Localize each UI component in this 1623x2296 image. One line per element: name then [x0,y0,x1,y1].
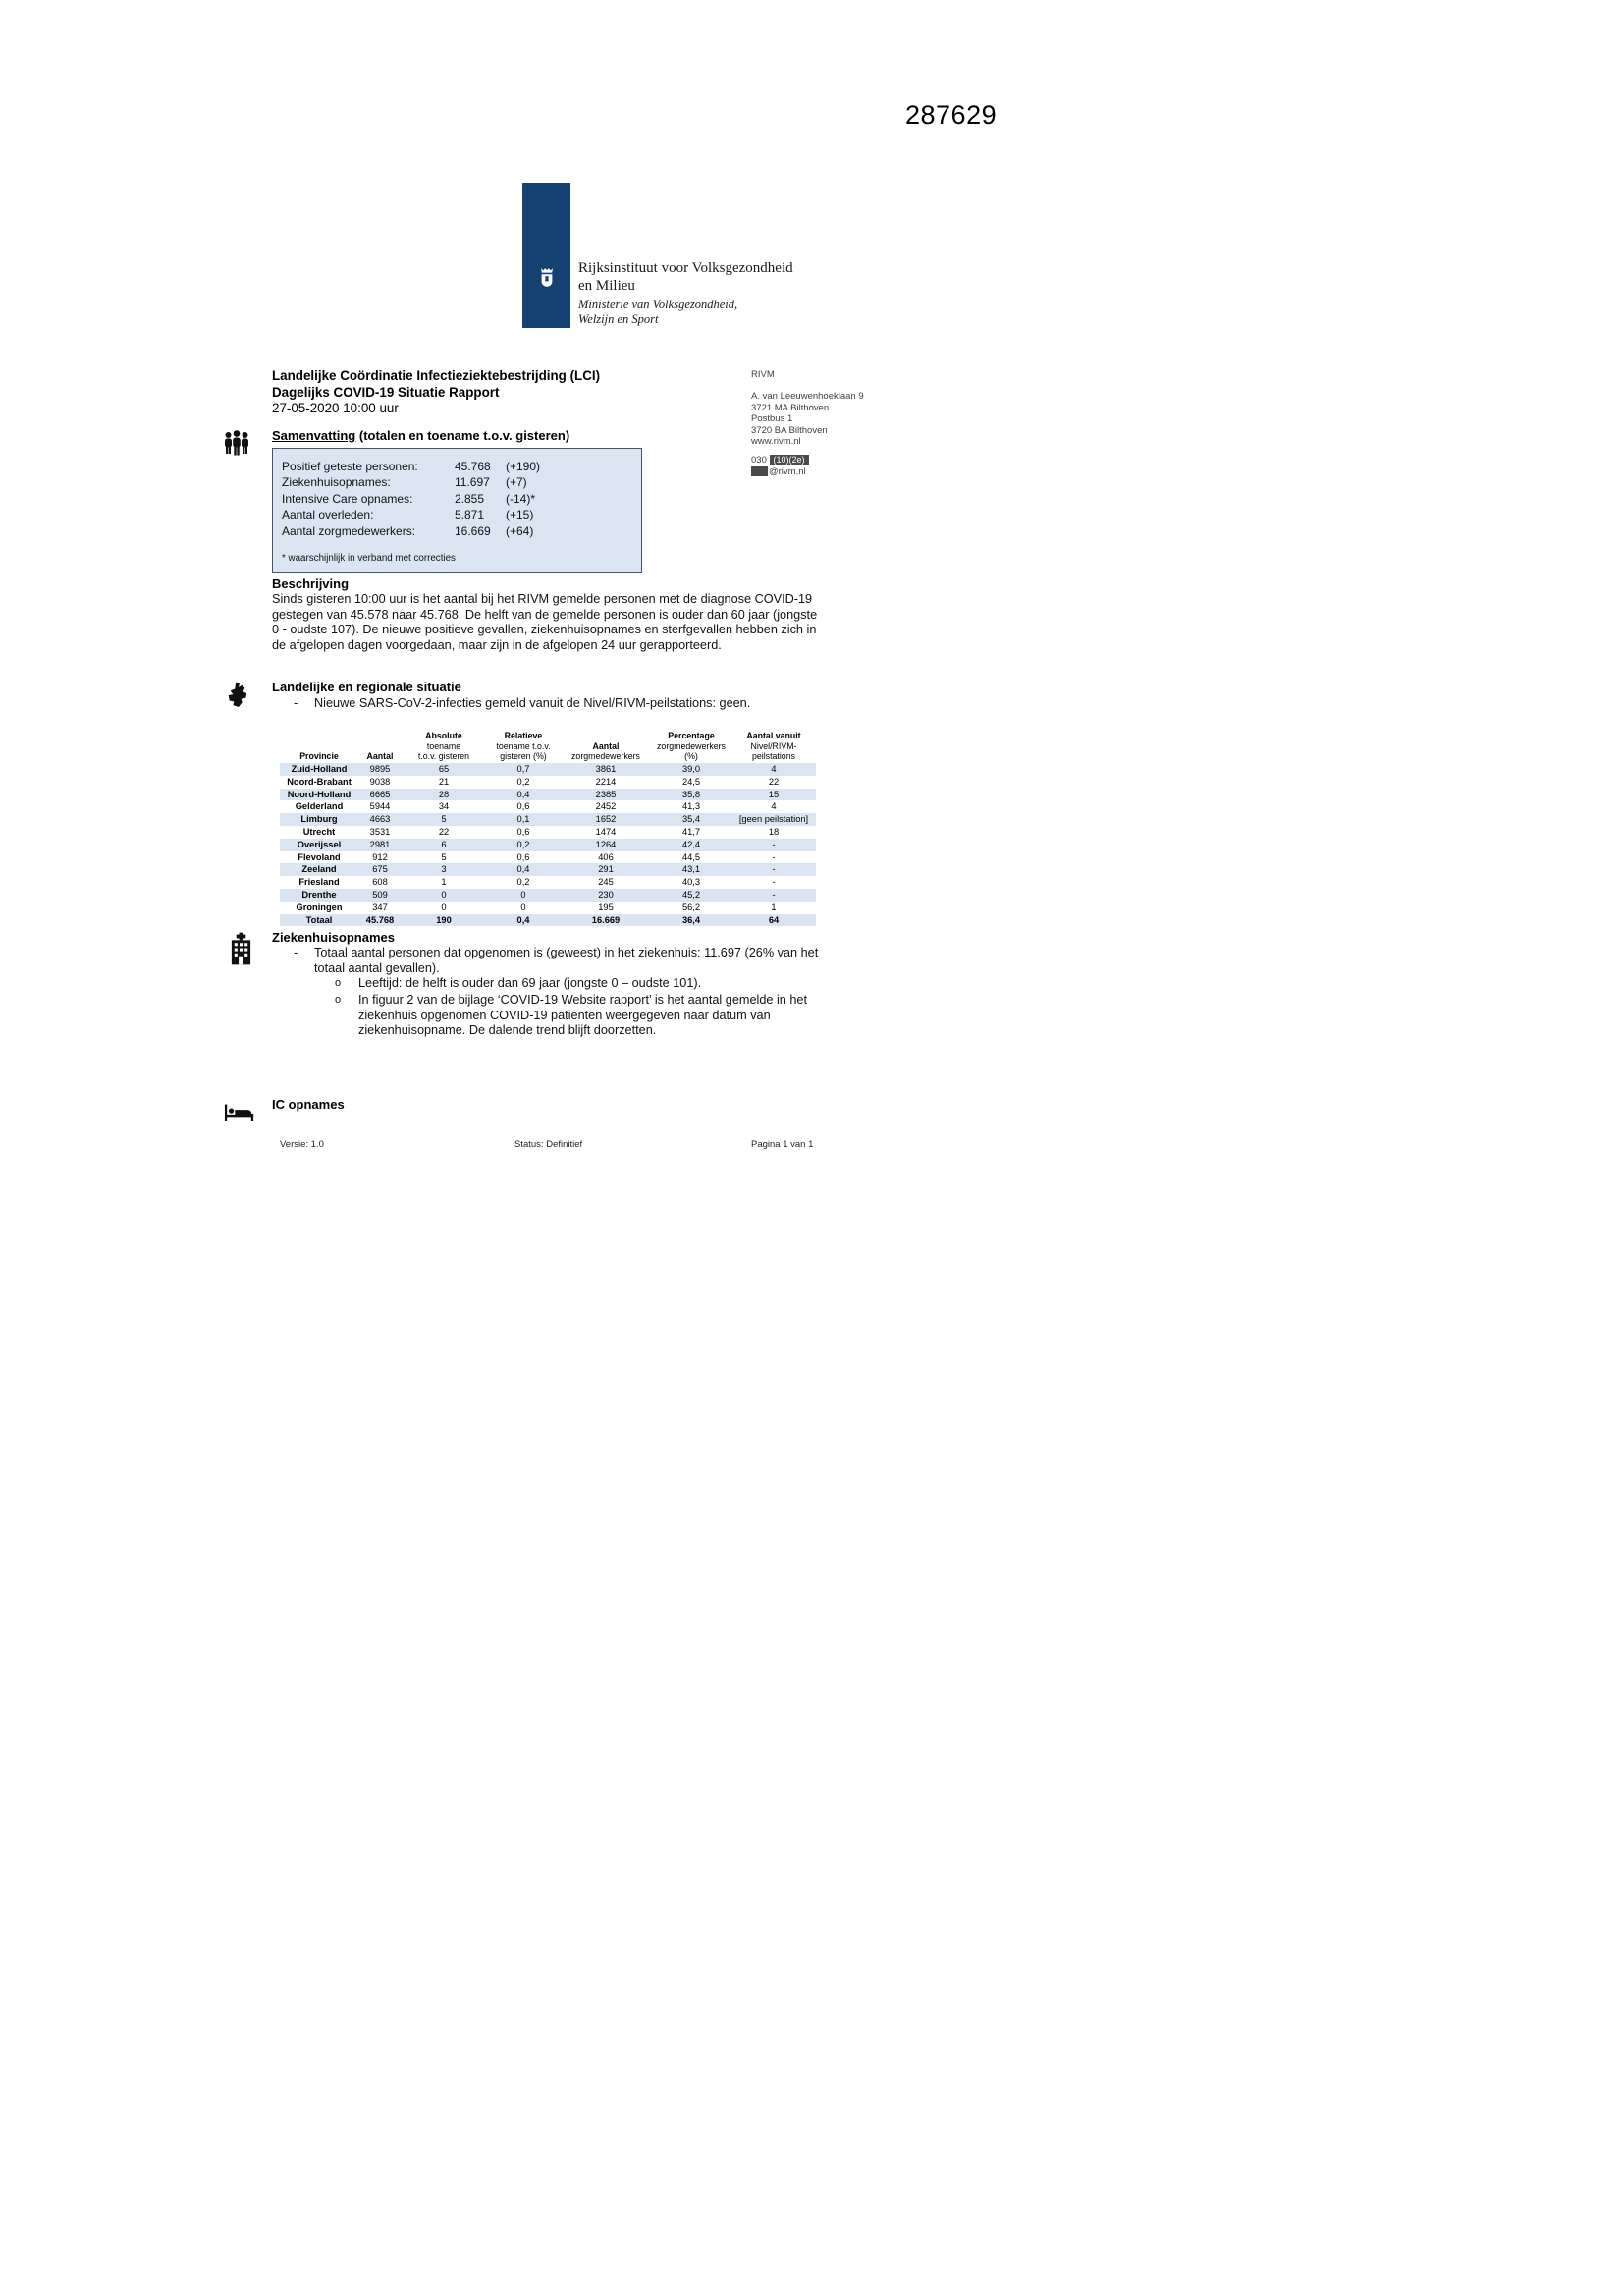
value-cell: 43,1 [681,864,701,875]
summary-value: 11.697 [455,475,490,490]
total-cell: 0,4 [516,914,530,925]
contact-email-line [751,466,864,477]
summary-label: Aantal zorgmedewerkers: [282,523,416,538]
summary-value: 2.855 [455,491,485,506]
value-cell: [geen peilstation] [738,814,809,825]
value-cell: 1 [441,877,447,888]
table-row [280,763,816,776]
table-row [280,813,816,826]
value-cell: 195 [598,902,614,912]
value-cell: 406 [598,851,614,862]
province-table [280,724,816,926]
value-cell: 0,4 [516,789,530,799]
regionaal-bullet [294,696,819,712]
value-cell: 65 [438,764,450,774]
value-cell: 1264 [595,839,617,849]
phone-prefix: 030 [751,455,767,466]
value-cell: 4 [771,764,777,774]
contact-address-lines [751,391,864,447]
summary-row [282,491,632,507]
table-row [280,826,816,839]
value-cell: 0,2 [516,877,530,888]
rivm-org-line1: Rijksinstituut voor Volksgezondheid [578,260,793,276]
netherlands-map-icon [226,681,249,715]
value-cell: 4663 [369,814,391,825]
value-cell: 3531 [369,826,391,837]
summary-value: 45.768 [455,460,491,473]
ziekenhuis-sub-bullet-text: Leeftijd: de helft is ouder dan 69 jaar (jongste 0 – oudste 101). [358,976,702,990]
value-cell: 56,2 [681,902,701,912]
summary-value: 16.669 [455,523,491,538]
beschrijving-heading: Beschrijving [272,576,350,591]
contact-address-line: A. van Leeuwenhoeklaan 9 [751,391,864,403]
contact-address-line: www.rivm.nl [751,436,801,448]
contact-org: RIVM [751,369,775,380]
value-cell: 22 [768,776,780,787]
value-cell: 0,2 [516,776,530,787]
dash-marker: - [294,696,298,710]
summary-label: Intensive Care opnames: [282,491,413,506]
value-cell: - [772,864,776,875]
report-title-line1: Landelijke Coördinatie Infectieziektebestrijding (LCI) [272,368,601,383]
summary-label: Positief geteste personen: [282,460,418,473]
circle-marker: o [335,994,342,1006]
value-cell: 41,7 [681,826,701,837]
value-cell: - [772,839,776,849]
people-group-icon [222,429,251,462]
value-cell: - [772,877,776,888]
table-row [280,902,816,914]
contact-address-line: 3721 MA Bilthoven [751,402,830,413]
rivm-ministry-line1: Ministerie van Volksgezondheid, [578,298,738,311]
samenvatting-heading-suffix: (totalen en toename t.o.v. gisteren) [355,428,570,443]
province-cell: Flevoland [298,851,341,862]
regionaal-heading: Landelijke en regionale situatie [272,680,461,694]
report-title-block [272,368,600,417]
table-column-header: Aantal zorgmedewerkers [571,740,640,761]
value-cell: 35,4 [681,814,701,825]
value-cell: 1474 [595,826,617,837]
table-total-row [280,914,816,927]
table-column-header: Percentage zorgmedewerkers (%) [657,731,726,761]
value-cell: 39,0 [681,764,701,774]
summary-label: Aantal overleden: [282,508,374,522]
value-cell: 4 [771,801,777,812]
value-cell: 608 [372,877,388,888]
summary-row [282,459,632,474]
ziekenhuis-heading: Ziekenhuisopnames [272,930,395,945]
regionaal-bullet-text: Nieuwe SARS-CoV-2-infecties gemeld vanuit de Nivel/RIVM-peilstations: geen. [314,696,751,710]
beschrijving-text: Sinds gisteren 10:00 uur is het aantal bij het RIVM gemelde personen met de diagnose COVID-19 gestegen van 45.578 naar 45.768. De helft van de gemelde personen is ouder dan 60 jaar (jongste 0 - oudste 107). De nieuwe positieve gevallen, ziekenhuisopnames en sterfgevallen hebben zich in de afgelopen dagen voorgedaan, maar zijn in de afgelopen 24 uur gerapporteerd. [272,592,818,652]
table-row [280,776,816,789]
value-cell: 35,8 [681,789,701,799]
value-cell: 40,3 [681,877,701,888]
footer-version: Versie: 1.0 [280,1139,324,1150]
rivm-logo-text [578,260,793,327]
summary-row [282,507,632,522]
rivm-org-line2: en Milieu [578,277,635,294]
value-cell: 5944 [369,801,391,812]
email-redaction [751,466,768,476]
circle-marker: o [335,977,342,989]
value-cell: 15 [768,789,780,799]
value-cell: 3 [441,864,447,875]
samenvatting-heading [272,428,569,443]
value-cell: - [772,889,776,900]
province-table-body [280,763,816,926]
summary-row [282,474,632,490]
hospital-icon [229,932,253,970]
summary-delta: (+190) [506,460,541,473]
rivm-logo-ribbon [522,183,570,328]
table-row [280,851,816,864]
total-cell: 64 [768,914,780,925]
rivm-ministry-line2: Welzijn en Sport [578,312,659,326]
value-cell: 22 [438,826,450,837]
total-cell: 36,4 [681,914,701,925]
value-cell: 509 [372,889,388,900]
value-cell: 41,3 [681,801,701,812]
province-cell: Friesland [298,877,340,888]
value-cell: 2214 [595,776,617,787]
contact-address-line: Postbus 1 [751,413,793,425]
total-cell: 45.768 [365,914,395,925]
value-cell: 6 [441,839,447,849]
value-cell: 9895 [369,764,391,774]
value-cell: 245 [598,877,614,888]
province-cell: Overijssel [297,839,342,849]
table-row [280,839,816,851]
total-cell: Totaal [305,914,333,925]
table-column-header: Provincie [299,750,339,761]
summary-box [272,448,642,573]
dash-marker: - [294,946,298,959]
hospital-bed-icon [224,1102,255,1128]
value-cell: 2385 [595,789,617,799]
value-cell: 291 [598,864,614,875]
value-cell: 5 [441,814,447,825]
value-cell: 2981 [369,839,391,849]
value-cell: 9038 [369,776,391,787]
province-cell: Drenthe [301,889,337,900]
value-cell: 3861 [595,764,617,774]
value-cell: 0,7 [516,764,530,774]
rivm-crest-icon [538,267,556,295]
value-cell: 0,6 [516,826,530,837]
summary-delta: (+7) [506,475,527,490]
value-cell: 0,2 [516,839,530,849]
province-cell: Limburg [300,814,338,825]
province-cell: Zeeland [301,864,337,875]
table-row [280,889,816,902]
value-cell: 0 [441,902,447,912]
table-column-header: Aantal [366,750,394,761]
value-cell: 675 [372,864,388,875]
summary-delta: (-14)* [506,491,536,506]
province-cell: Noord-Holland [287,789,352,799]
province-cell: Utrecht [302,826,336,837]
email-suffix: @rivm.nl [769,465,806,477]
total-cell: 16.669 [591,914,621,925]
ziekenhuis-bullet-text: Totaal aantal personen dat opgenomen is (geweest) in het ziekenhuis: 11.697 (26% van het totaal aantal gevallen). [314,946,819,975]
summary-label: Ziekenhuisopnames: [282,475,391,490]
summary-rows [282,459,632,539]
samenvatting-heading-word: Samenvatting [272,428,356,443]
value-cell: 1 [771,902,777,912]
summary-delta: (+15) [506,508,534,522]
province-cell: Zuid-Holland [291,764,348,774]
value-cell: 2452 [595,801,617,812]
summary-value: 5.871 [455,508,485,522]
footer-page: Pagina 1 van 1 [751,1139,814,1150]
value-cell: 1652 [595,814,617,825]
total-cell: 190 [436,914,452,925]
province-cell: Groningen [296,902,343,912]
table-row [280,789,816,801]
value-cell: 24,5 [681,776,701,787]
phone-redaction: (10)(2e) [770,455,809,465]
report-date: 27-05-2020 10:00 uur [272,401,399,415]
table-column-header: Aantal vanuit Nivel/RIVM- peilstations [746,731,801,761]
report-title-line2: Dagelijks COVID-19 Situatie Rapport [272,384,500,400]
value-cell: 28 [438,789,450,799]
province-table-head-row [280,724,816,763]
table-row [280,863,816,876]
value-cell: 230 [598,889,614,900]
value-cell: 0,6 [516,851,530,862]
table-row [280,800,816,813]
table-column-header: Relatieve toename t.o.v. gisteren (%) [496,731,551,761]
value-cell: 347 [372,902,388,912]
table-row [280,876,816,889]
value-cell: 21 [438,776,450,787]
ziekenhuis-bullet [294,946,819,976]
value-cell: 34 [438,801,450,812]
contact-block [751,369,864,477]
summary-delta: (+64) [506,523,534,538]
summary-footnote: * waarschijnlijk in verband met correcties [282,553,456,565]
value-cell: 18 [768,826,780,837]
value-cell: 44,5 [681,851,701,862]
value-cell: 0,1 [516,814,530,825]
table-column-header: Absolute toename t.o.v. gisteren [417,731,470,761]
summary-row [282,523,632,539]
value-cell: 912 [372,851,388,862]
contact-address-line: 3720 BA Bilthoven [751,424,828,436]
value-cell: 0,4 [516,864,530,875]
ziekenhuis-sub-bullet-text: In figuur 2 van de bijlage ‘COVID-19 Website rapport’ is het aantal gemelde in het ziekenhuis opgenomen COVID-19 patienten weergegeven naar datum van ziekenhuisopname. De dalende trend blijft doorzetten. [358,993,808,1038]
contact-phone-line [751,455,864,465]
document-number: 287629 [905,100,998,130]
value-cell: 0 [441,889,447,900]
value-cell: 0 [520,902,526,912]
province-cell: Noord-Brabant [287,776,352,787]
value-cell: 6665 [369,789,391,799]
value-cell: 45,2 [681,889,701,900]
value-cell: 0 [520,889,526,900]
ic-heading: IC opnames [272,1097,345,1112]
ziekenhuis-sub-bullet [335,993,821,1039]
value-cell: 0,6 [516,801,530,812]
value-cell: 42,4 [681,839,701,849]
value-cell: 5 [441,851,447,862]
province-cell: Gelderland [295,801,344,812]
value-cell: - [772,851,776,862]
footer-status: Status: Definitief [514,1139,583,1150]
ziekenhuis-sub-bullet [335,976,821,992]
